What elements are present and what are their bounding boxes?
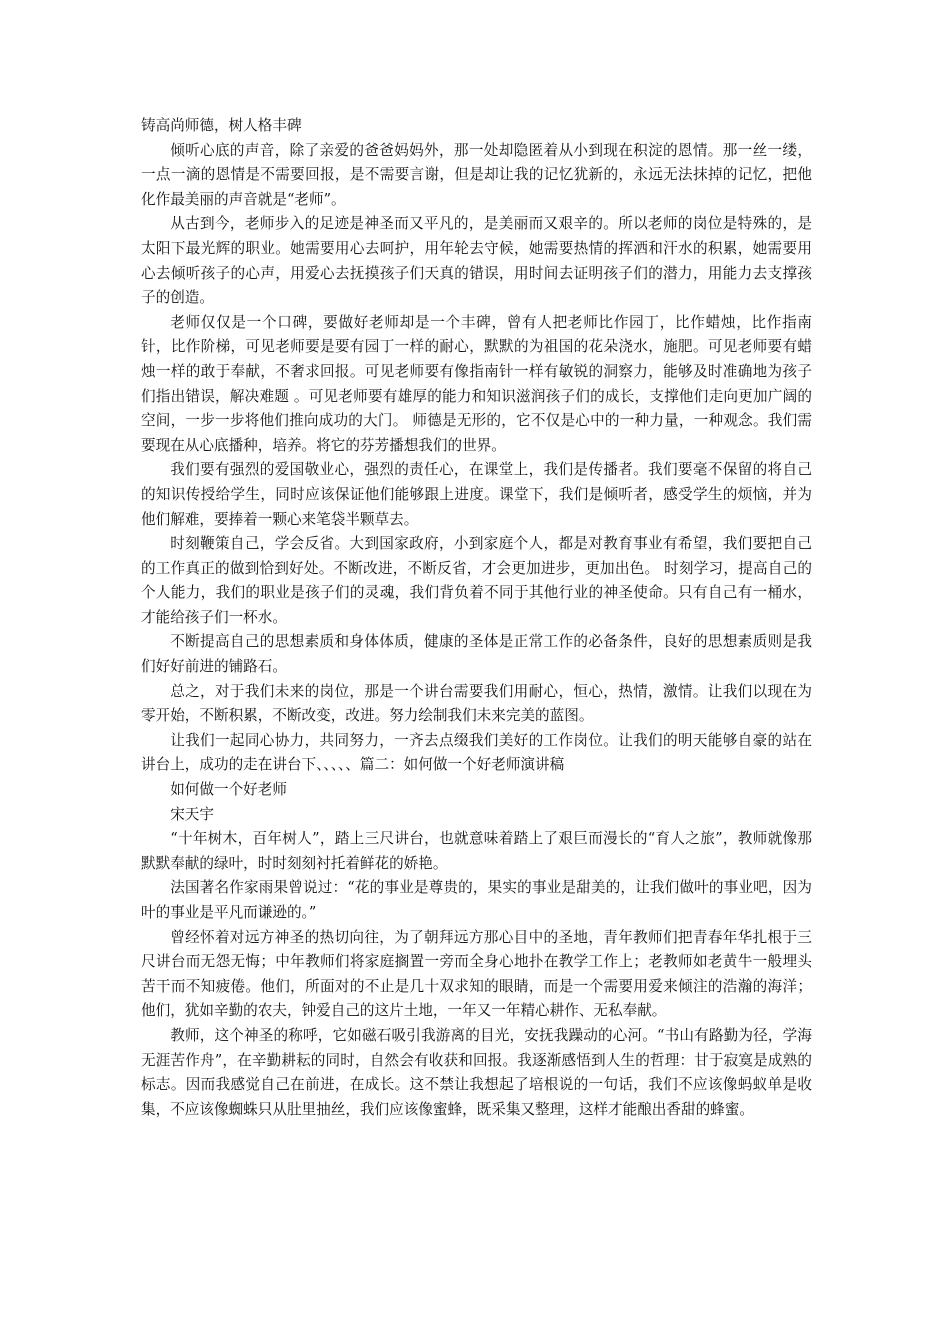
paragraph: 倾听心底的声音，除了亲爱的爸爸妈妈外，那一处却隐匿着从小到现在积淀的恩情。那一丝一缕，一点一滴的恩情是不需要回报，是不需要言谢，但是却让我的记忆犹新的，永远无法抹掉的记忆，把他化作最美丽的声音就是“老师”。	[141, 141, 812, 208]
document-title: 铸高尚师德，树人格丰碑	[141, 117, 302, 134]
paragraph: 法国著名作家雨果曾说过：“花的事业是尊贵的，果实的事业是甜美的，让我们做叶的事业吧，因为叶的事业是平凡而谦逊的。”	[141, 879, 812, 921]
author-name: 宋天宇	[170, 805, 214, 823]
paragraph: 老师仅仅是一个口碑，要做好老师却是一个丰碑，曾有人把老师比作园丁，比作蜡烛，比作指南针，比作阶梯，可见老师要是要有园丁一样的耐心，默默的为祖国的花朵浇水，施肥。可见老师要有蜡烛一样的敢于奉献，不奢求回报。可见老师要有像指南针一样有敏锐的洞察力，能够及时准确地为孩子们指出错误，解决难题 。可见老师要有雄厚的能力和知识滋润孩子们的成长，支撑他们走向更加广阔的空间，一步一步将他们推向成功的大门。 师德是无形的，它不仅是心中的一种力量，一种观念。我们需要现在从心底播种，培养。将它的芬芳播想我们的世界。	[141, 313, 812, 454]
paragraph: “十年树木，百年树人”，踏上三尺讲台，也就意味着踏上了艰巨而漫长的“育人之旅”，教师就像那默默奉献的绿叶，时时刻刻衬托着鲜花的娇艳。	[141, 830, 812, 872]
paragraph: 从古到今，老师步入的足迹是神圣而又平凡的，是美丽而又艰辛的。所以老师的岗位是特殊的，是太阳下最光辉的职业。她需要用心去呵护，用年轮去守候，她需要热情的挥洒和汗水的积累，她需要用心去倾听孩子的心声，用爱心去抚摸孩子们天真的错误，用时间去证明孩子们的潜力，用能力去支撑孩子的创造。	[141, 215, 812, 307]
section-heading: 如何做一个好老师	[170, 781, 287, 799]
paragraph: 时刻鞭策自己，学会反省。大到国家政府，小到家庭个人，都是对教育事业有希望，我们要把自己的工作真正的做到恰到好处。不断改进，不断反省，才会更加进步，更加出色。 时刻学习，提高自己的个人能力，我们的职业是孩子们的灵魂，我们背负着不同于其他行业的神圣使命。只有自己有一桶水，才能给孩子们一杯水。	[141, 535, 812, 626]
paragraph: 总之，对于我们未来的岗位，那是一个讲台需要我们用耐心，恒心，热情，激情。让我们以现在为零开始，不断积累，不断改变，改进。努力绘制我们未来完美的蓝图。	[141, 682, 812, 725]
paragraph: 曾经怀着对远方神圣的热切向往，为了朝拜远方那心目中的圣地，青年教师们把青春年华扎根于三尺讲台而无怨无悔；中年教师们将家庭搁置一旁而全身心地扑在教学工作上；老教师如老黄牛一般埋头苦干而不知疲倦。他们，所面对的不止是几十双求知的眼睛，而是一个需要用爱来倾注的浩瀚的海洋；他们，犹如辛勤的农夫，钟爱自己的这片土地，一年又一年精心耕作、无私奉献。	[141, 928, 812, 1020]
paragraph: 教师，这个神圣的称呼，它如磁石吸引我游离的目光，安抚我躁动的心河。“书山有路勤为径，学海无涯苦作舟”，在辛勤耕耘的同时，自然会有收获和回报。我逐渐感悟到人生的哲理：甘于寂寞是成熟的标志。因而我感觉自己在前进，在成长。这不禁让我想起了培根说的一句话，我们不应该像蚂蚁单是收集，不应该像蜘蛛只从肚里抽丝，我们应该像蜜蜂，既采集又整理，这样才能酿出香甜的蜂蜜。	[141, 1026, 812, 1118]
paragraph: 不断提高自己的思想素质和身体体质，健康的圣体是正常工作的必备条件，良好的思想素质则是我们好好前进的铺路石。	[141, 633, 812, 676]
paragraph: 让我们一起同心协力，共同努力，一齐去点缀我们美好的工作岗位。让我们的明天能够自豪的站在讲台上，成功的走在讲台下、、、、、篇二：如何做一个好老师演讲稿	[141, 731, 812, 774]
document-body	[141, 114, 812, 1122]
paragraph: 我们要有强烈的爱国敬业心，强烈的责任心，在课堂上，我们是传播者。我们要毫不保留的将自己的知识传授给学生，同时应该保证他们能够跟上进度。课堂下，我们是倾听者，感受学生的烦恼，并为他们解难，要捧着一颗心来笔袋半颗草去。	[141, 461, 812, 528]
